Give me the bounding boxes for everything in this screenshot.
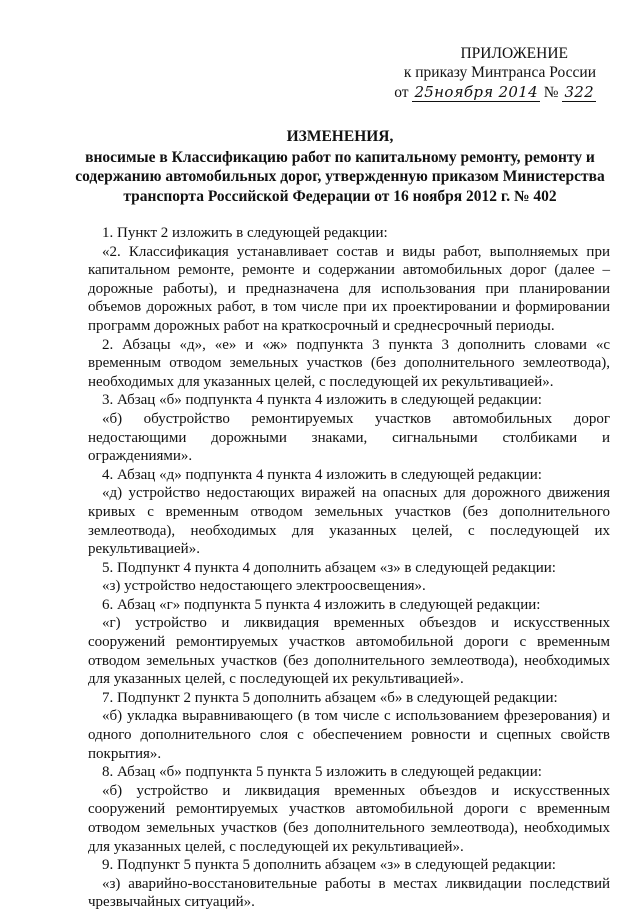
appendix-date-line	[336, 83, 596, 102]
handwritten-date: 25ноября 2014	[414, 83, 538, 101]
paragraph: 2. Абзацы «д», «е» и «ж» подпункта 3 пункта 3 дополнить словами «с временным отводом земельных участков (без дополнительного землеотвода), необходимых для указанных целей, с последующей их рекультивацией».	[88, 336, 610, 390]
paragraph: «з) аварийно-восстановительные работы в местах ликвидации последствий чрезвычайных ситуаций».	[88, 875, 610, 911]
date-prefix: от	[394, 84, 409, 101]
paragraph: 3. Абзац «б» подпункта 4 пункта 4 изложить в следующей редакции:	[102, 392, 542, 409]
paragraph: 9. Подпункт 5 пункта 5 дополнить абзацем «з» в следующей редакции:	[102, 857, 556, 874]
heading-subtitle: вносимые в Классификацию работ по капитальному ремонту, ремонту и содержанию автомобильных дорог, утвержденную приказом Министерства транспорта Российской Федерации от 16 ноября 2012 г. № 402	[75, 148, 605, 205]
paragraph: 6. Абзац «г» подпункта 5 пункта 4 изложить в следующей редакции:	[102, 596, 541, 613]
paragraph: «б) укладка выравнивающего (в том числе с использованием фрезерования) и одного дополнительного слоя с обеспечением ровности и сцепных свойств покрытия».	[88, 708, 610, 762]
paragraph: 5. Подпункт 4 пункта 4 дополнить абзацем «з» в следующей редакции:	[102, 559, 556, 576]
appendix-order-ref: к приказу Минтранса России	[403, 64, 596, 81]
paragraph: 8. Абзац «б» подпункта 5 пункта 5 изложить в следующей редакции:	[102, 764, 542, 781]
paragraph: «б) обустройство ремонтируемых участков автомобильных дорог недостающими дорожными знаками, сигнальными столбиками и ограждениями».	[88, 410, 610, 465]
paragraph: «б) устройство и ликвидация временных объездов и искусственных сооружений ремонтируемых участков автомобильной дороги с временным отводом земельных участков (без дополнительного землеотвода), необходимых для указанных целей, с последующей их рекультивацией».	[88, 782, 610, 855]
paragraph: «д) устройство недостающих виражей на опасных для дорожного движения кривых с временным отводом земельных участков (без дополнительного землеотвода), необходимых для указанных целей, с последующей их рекультивацией».	[88, 485, 610, 558]
paragraph: «г) устройство и ликвидация временных объездов и искусственных сооружений ремонтируемых участков автомобильной дороги с временным отводом земельных участков (без дополнительного землеотвода), необходимых для указанных целей, с последующей их рекультивацией».	[88, 615, 610, 688]
paragraph: 7. Подпункт 2 пункта 5 дополнить абзацем «б» в следующей редакции:	[102, 689, 558, 706]
paragraph: «2. Классификация устанавливает состав и виды работ, выполняемых при капитальном ремонте, ремонте и содержании автомобильных дорог (далее – дорожные работы), и предназначена для использования при планировании объемов дорожных работ, в том числе при их проектировании и формировании программ дорожных работ на краткосрочный и среднесрочный периоды.	[88, 243, 610, 334]
appendix-header	[336, 44, 596, 102]
handwritten-number: 322	[564, 83, 594, 101]
document-body	[88, 224, 610, 912]
document-heading	[70, 127, 610, 206]
paragraph: 4. Абзац «д» подпункта 4 пункта 4 изложить в следующей редакции:	[102, 466, 542, 483]
paragraph: «з) устройство недостающего электроосвещения».	[102, 578, 426, 595]
number-prefix: №	[543, 84, 559, 101]
paragraph: 1. Пункт 2 изложить в следующей редакции:	[102, 225, 388, 241]
appendix-title: ПРИЛОЖЕНИЕ	[460, 45, 568, 62]
heading-title: ИЗМЕНЕНИЯ,	[286, 128, 394, 145]
